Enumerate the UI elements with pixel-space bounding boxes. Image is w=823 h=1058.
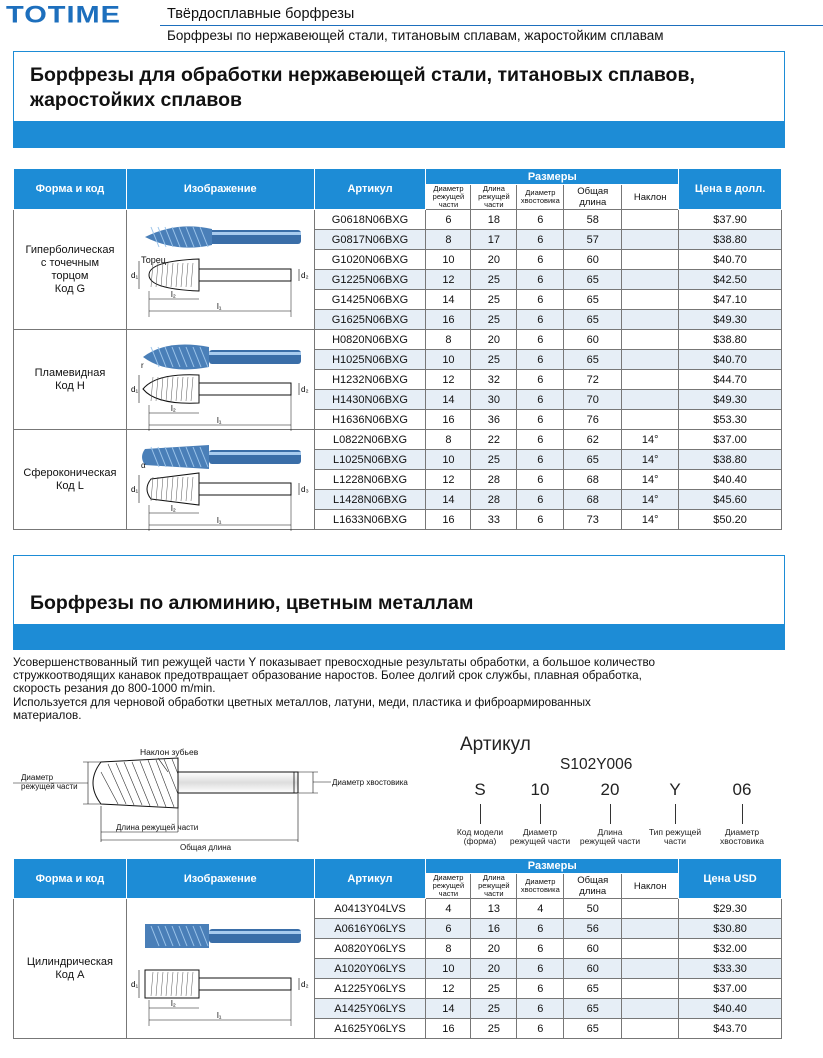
angle-cell [622, 959, 679, 979]
article-cell: G1225N06BXG [314, 270, 426, 290]
label-line: (форма) [463, 836, 497, 846]
label-line: Код модели [456, 827, 504, 837]
d-shank-cell: 6 [517, 330, 564, 350]
total-length-cell: 65 [564, 450, 622, 470]
label-line: Длина [597, 827, 623, 837]
total-length-cell: 60 [564, 939, 622, 959]
col-total: Общая длина [564, 185, 622, 210]
section2-title: Борфрезы по алюминию, цветным металлам [30, 592, 474, 614]
l-cut-cell: 32 [471, 370, 517, 390]
article-cell: H1232N06BXG [314, 370, 426, 390]
col-d-shank: Диаметр хвостовика [517, 185, 564, 210]
dim-l2: l₂ [170, 289, 176, 299]
d-cut-cell: 16 [426, 510, 471, 530]
d-shank-cell: 6 [517, 450, 564, 470]
l-cut-cell: 28 [471, 490, 517, 510]
total-length-cell: 65 [564, 350, 622, 370]
d-shank-cell: 6 [517, 290, 564, 310]
angle-cell [622, 270, 679, 290]
image-cell [126, 210, 314, 330]
price-cell: $37.90 [679, 210, 782, 230]
form-code-cell [14, 210, 127, 330]
form-code-cell [14, 430, 127, 530]
spec-table-2 [13, 858, 782, 1039]
d-shank-cell: 6 [517, 310, 564, 330]
d-cut-cell: 14 [426, 490, 471, 510]
d-shank-cell: 6 [517, 1019, 564, 1039]
l-cut-cell: 22 [471, 430, 517, 450]
angle-cell [622, 210, 679, 230]
l-cut-cell: 25 [471, 979, 517, 999]
l-cut-cell: 33 [471, 510, 517, 530]
article-cell: H0820N06BXG [314, 330, 426, 350]
form-line: Код G [54, 282, 86, 295]
label-line: режущей части [21, 782, 78, 791]
l-cut-cell: 16 [471, 919, 517, 939]
form-line: Пламевидная [34, 366, 106, 379]
total-length-cell: 72 [564, 370, 622, 390]
col-image: Изображение [126, 859, 314, 899]
d-shank-cell: 6 [517, 979, 564, 999]
dim-d2: d₂ [300, 384, 309, 394]
total-length-cell: 60 [564, 959, 622, 979]
d-cut-cell: 12 [426, 470, 471, 490]
d-shank-cell: 6 [517, 410, 564, 430]
total-length-cell: 73 [564, 510, 622, 530]
l-cut-cell: 20 [471, 939, 517, 959]
para-line: материалов. [13, 708, 82, 722]
article-cell: L1428N06BXG [314, 490, 426, 510]
burr-dimension-diagram [13, 742, 433, 854]
article-part-tick [480, 804, 481, 824]
d-cut-cell: 10 [426, 350, 471, 370]
header-divider [160, 25, 823, 26]
price-cell: $53.30 [679, 410, 782, 430]
l-cut-cell: 25 [471, 350, 517, 370]
article-cell: H1430N06BXG [314, 390, 426, 410]
l-cut-cell: 25 [471, 450, 517, 470]
l-cut-cell: 20 [471, 959, 517, 979]
price-cell: $38.80 [679, 230, 782, 250]
angle-cell [622, 979, 679, 999]
article-cell: A0413Y04LVS [314, 899, 426, 919]
section2-banner [13, 555, 785, 650]
form-line: с точечным [40, 256, 100, 269]
d-shank-cell: 6 [517, 270, 564, 290]
d-shank-cell: 6 [517, 470, 564, 490]
label-line: Диаметр [522, 827, 558, 837]
drawing-label: Торец [140, 254, 166, 265]
spec-table-1 [13, 168, 782, 530]
l-cut-cell: 28 [471, 470, 517, 490]
article-part-tick [675, 804, 676, 824]
d-cut-cell: 14 [426, 999, 471, 1019]
article-cell: A1225Y06LYS [314, 979, 426, 999]
label-line: Диаметр [21, 773, 54, 782]
article-cell: H1636N06BXG [314, 410, 426, 430]
d-shank-cell: 6 [517, 999, 564, 1019]
d-cut-cell: 4 [426, 899, 471, 919]
label-total-length: Общая длина [180, 843, 232, 852]
col-article: Артикул [314, 169, 426, 210]
angle-cell [622, 1019, 679, 1039]
angle-cell: 14° [622, 450, 679, 470]
section2-bar [14, 624, 784, 649]
col-form: Форма и код [14, 169, 127, 210]
dim-l1: l₁ [216, 301, 222, 311]
price-cell: $38.80 [679, 450, 782, 470]
price-cell: $45.60 [679, 490, 782, 510]
burr-drawing [131, 956, 309, 1036]
l-cut-cell: 25 [471, 999, 517, 1019]
form-line: торцом [51, 269, 89, 282]
d-cut-cell: 8 [426, 939, 471, 959]
col-sizes: Размеры [426, 859, 679, 874]
total-length-cell: 65 [564, 290, 622, 310]
d-shank-cell: 6 [517, 939, 564, 959]
d-shank-cell: 6 [517, 250, 564, 270]
angle-cell [622, 310, 679, 330]
total-length-cell: 50 [564, 899, 622, 919]
burr-photo [137, 914, 307, 958]
article-cell: L1228N06BXG [314, 470, 426, 490]
col-d-cut: Диаметр режущей части [426, 874, 471, 899]
form-code-cell [14, 330, 127, 430]
col-price: Цена в долл. [679, 169, 782, 210]
price-cell: $37.00 [679, 430, 782, 450]
label-cut-diameter [21, 773, 78, 791]
price-cell: $50.20 [679, 510, 782, 530]
price-cell: $40.70 [679, 350, 782, 370]
label-line: части [663, 836, 687, 846]
price-cell: $44.70 [679, 370, 782, 390]
label-cut-length: Длина режущей части [116, 823, 199, 832]
para-line: стружкоотводящих канавок предотвращает образование наростов. Более долгий срок службы, плавная обработка, [13, 669, 642, 683]
article-cell: G0817N06BXG [314, 230, 426, 250]
article-cell: G1020N06BXG [314, 250, 426, 270]
total-length-cell: 65 [564, 270, 622, 290]
d-cut-cell: 14 [426, 290, 471, 310]
form-line: Гиперболическая [25, 243, 115, 256]
article-cell: A0820Y06LYS [314, 939, 426, 959]
burr-drawing [131, 361, 309, 441]
l-cut-cell: 13 [471, 899, 517, 919]
dim-l1: l₁ [216, 1010, 222, 1020]
d-cut-cell: 12 [426, 979, 471, 999]
price-cell: $30.80 [679, 919, 782, 939]
col-l-cut: Длина режущей части [471, 874, 517, 899]
article-cell: G1625N06BXG [314, 310, 426, 330]
para-line: Используется для черновой обработки цветных металлов, латуни, меди, пластика и фиброармированных [13, 695, 591, 709]
article-cell: L1025N06BXG [314, 450, 426, 470]
table-row [14, 899, 782, 919]
l-cut-cell: 20 [471, 330, 517, 350]
dim-l1: l₁ [216, 515, 222, 525]
l-cut-cell: 20 [471, 250, 517, 270]
article-part-value: Y [669, 780, 681, 799]
angle-cell [622, 390, 679, 410]
total-length-cell: 65 [564, 1019, 622, 1039]
section2-description [13, 656, 803, 722]
d-cut-cell: 6 [426, 210, 471, 230]
d-shank-cell: 6 [517, 210, 564, 230]
angle-cell [622, 919, 679, 939]
d-cut-cell: 8 [426, 430, 471, 450]
angle-cell: 14° [622, 470, 679, 490]
label-shank-diameter: Диаметр хвостовика [332, 778, 408, 787]
total-length-cell: 68 [564, 490, 622, 510]
dim-d2: d₂ [300, 270, 309, 280]
article-part-value: 10 [530, 780, 550, 799]
col-d-cut: Диаметр режущей части [426, 185, 471, 210]
dim-d2: d₃ [300, 484, 309, 494]
l-cut-cell: 36 [471, 410, 517, 430]
angle-cell [622, 230, 679, 250]
angle-cell: 14° [622, 490, 679, 510]
angle-cell: 14° [622, 510, 679, 530]
total-length-cell: 56 [564, 919, 622, 939]
article-part-tick [742, 804, 743, 824]
form-line: Код L [56, 479, 84, 492]
col-angle: Наклон [622, 185, 679, 210]
price-cell: $40.40 [679, 470, 782, 490]
price-cell: $49.30 [679, 310, 782, 330]
l-cut-cell: 25 [471, 290, 517, 310]
para-line: скорость резания до 800-1000 m/min. [13, 682, 216, 696]
l-cut-cell: 17 [471, 230, 517, 250]
total-length-cell: 70 [564, 390, 622, 410]
col-price: Цена USD [679, 859, 782, 899]
d-cut-cell: 14 [426, 390, 471, 410]
article-part-tick [540, 804, 541, 824]
total-length-cell: 76 [564, 410, 622, 430]
image-cell [126, 430, 314, 530]
col-angle: Наклон [622, 874, 679, 899]
article-part-label [500, 828, 580, 846]
angle-cell [622, 250, 679, 270]
article-part-value: 20 [600, 780, 620, 799]
drawing-label: r [140, 360, 144, 370]
section1-bar [14, 121, 784, 147]
article-cell: H1025N06BXG [314, 350, 426, 370]
total-length-cell: 62 [564, 430, 622, 450]
total-length-cell: 58 [564, 210, 622, 230]
image-cell [126, 899, 314, 1039]
label-line: режущей части [579, 836, 641, 846]
table-row [14, 210, 782, 230]
col-total: Общая длина [564, 874, 622, 899]
article-code: S102Y006 [560, 756, 633, 773]
form-code-cell [14, 899, 127, 1039]
drawing-label: α [140, 460, 146, 470]
section1-banner [13, 51, 785, 148]
d-cut-cell: 12 [426, 270, 471, 290]
col-article: Артикул [314, 859, 426, 899]
angle-cell [622, 939, 679, 959]
d-shank-cell: 6 [517, 230, 564, 250]
dim-l2: l₂ [170, 998, 176, 1008]
col-sizes: Размеры [426, 169, 679, 185]
article-part-value: S [474, 780, 486, 799]
dim-l2: l₂ [170, 503, 176, 513]
form-line: Сфероконическая [23, 466, 117, 479]
col-form: Форма и код [14, 859, 127, 899]
para-line: Усовершенствованный тип режущей части Y показывает превосходные результаты обработки, а большое количество [13, 656, 656, 669]
label-line: режущей части [509, 836, 571, 846]
article-cell: A0616Y06LYS [314, 919, 426, 939]
price-cell: $40.70 [679, 250, 782, 270]
d-shank-cell: 6 [517, 490, 564, 510]
l-cut-cell: 25 [471, 1019, 517, 1039]
d-shank-cell: 6 [517, 390, 564, 410]
total-length-cell: 60 [564, 330, 622, 350]
total-length-cell: 65 [564, 310, 622, 330]
d-cut-cell: 8 [426, 230, 471, 250]
dim-l1: l₁ [216, 415, 222, 425]
label-line: Тип режущей [648, 827, 702, 837]
d-cut-cell: 12 [426, 370, 471, 390]
form-line: Код H [55, 379, 85, 392]
d-cut-cell: 10 [426, 450, 471, 470]
angle-cell: 14° [622, 430, 679, 450]
section1-title-line2: жаростойких сплавов [30, 89, 243, 111]
header-title: Твёрдосплавные борфрезы [167, 6, 355, 22]
dim-d1: d₁ [130, 484, 139, 494]
d-cut-cell: 6 [426, 919, 471, 939]
total-length-cell: 57 [564, 230, 622, 250]
d-shank-cell: 6 [517, 919, 564, 939]
angle-cell [622, 899, 679, 919]
angle-cell [622, 290, 679, 310]
article-title: Артикул [460, 734, 531, 755]
form-line: Код A [55, 968, 85, 981]
dim-d1: d₁ [130, 384, 139, 394]
col-d-shank: Диаметр хвостовика [517, 874, 564, 899]
article-cell: G1425N06BXG [314, 290, 426, 310]
total-length-cell: 68 [564, 470, 622, 490]
dim-d2: d₂ [300, 979, 309, 989]
d-cut-cell: 8 [426, 330, 471, 350]
label-teeth-angle: Наклон зубьев [140, 747, 199, 757]
price-cell: $37.00 [679, 979, 782, 999]
dim-d1: d₁ [130, 270, 139, 280]
angle-cell [622, 350, 679, 370]
header-subtitle: Борфрезы по нержавеющей стали, титановым сплавам, жаростойким сплавам [167, 28, 664, 43]
burr-drawing [131, 461, 309, 541]
article-cell: A1425Y06LYS [314, 999, 426, 1019]
l-cut-cell: 25 [471, 310, 517, 330]
d-shank-cell: 6 [517, 959, 564, 979]
table-row [14, 330, 782, 350]
label-line: Диаметр [724, 827, 760, 837]
image-cell [126, 330, 314, 430]
article-part-label [702, 828, 782, 846]
article-cell: G0618N06BXG [314, 210, 426, 230]
price-cell: $29.30 [679, 899, 782, 919]
article-part-tick [610, 804, 611, 824]
article-cell: L0822N06BXG [314, 430, 426, 450]
total-length-cell: 65 [564, 979, 622, 999]
l-cut-cell: 30 [471, 390, 517, 410]
price-cell: $38.80 [679, 330, 782, 350]
price-cell: $47.10 [679, 290, 782, 310]
angle-cell [622, 999, 679, 1019]
table-row [14, 430, 782, 450]
d-cut-cell: 16 [426, 1019, 471, 1039]
d-shank-cell: 4 [517, 899, 564, 919]
section1-title-line1: Борфрезы для обработки нержавеющей стали, титановых сплавов, [30, 64, 695, 86]
total-length-cell: 60 [564, 250, 622, 270]
angle-cell [622, 410, 679, 430]
d-cut-cell: 10 [426, 250, 471, 270]
article-cell: L1633N06BXG [314, 510, 426, 530]
col-l-cut: Длина режущей части [471, 185, 517, 210]
l-cut-cell: 18 [471, 210, 517, 230]
article-part-value: 06 [732, 780, 752, 799]
article-cell: A1625Y06LYS [314, 1019, 426, 1039]
d-shank-cell: 6 [517, 430, 564, 450]
price-cell: $32.00 [679, 939, 782, 959]
brand-logo: TOTIME [6, 2, 122, 29]
dim-d1: d₁ [130, 979, 139, 989]
dim-l2: l₂ [170, 403, 176, 413]
angle-cell [622, 370, 679, 390]
total-length-cell: 65 [564, 999, 622, 1019]
l-cut-cell: 25 [471, 270, 517, 290]
label-line: хвостовика [719, 836, 765, 846]
d-shank-cell: 6 [517, 510, 564, 530]
price-cell: $43.70 [679, 1019, 782, 1039]
d-cut-cell: 16 [426, 410, 471, 430]
price-cell: $49.30 [679, 390, 782, 410]
angle-cell [622, 330, 679, 350]
d-cut-cell: 16 [426, 310, 471, 330]
form-line: Цилиндрическая [26, 955, 113, 968]
d-shank-cell: 6 [517, 370, 564, 390]
d-cut-cell: 10 [426, 959, 471, 979]
price-cell: $33.30 [679, 959, 782, 979]
article-cell: A1020Y06LYS [314, 959, 426, 979]
col-image: Изображение [126, 169, 314, 210]
price-cell: $42.50 [679, 270, 782, 290]
price-cell: $40.40 [679, 999, 782, 1019]
d-shank-cell: 6 [517, 350, 564, 370]
